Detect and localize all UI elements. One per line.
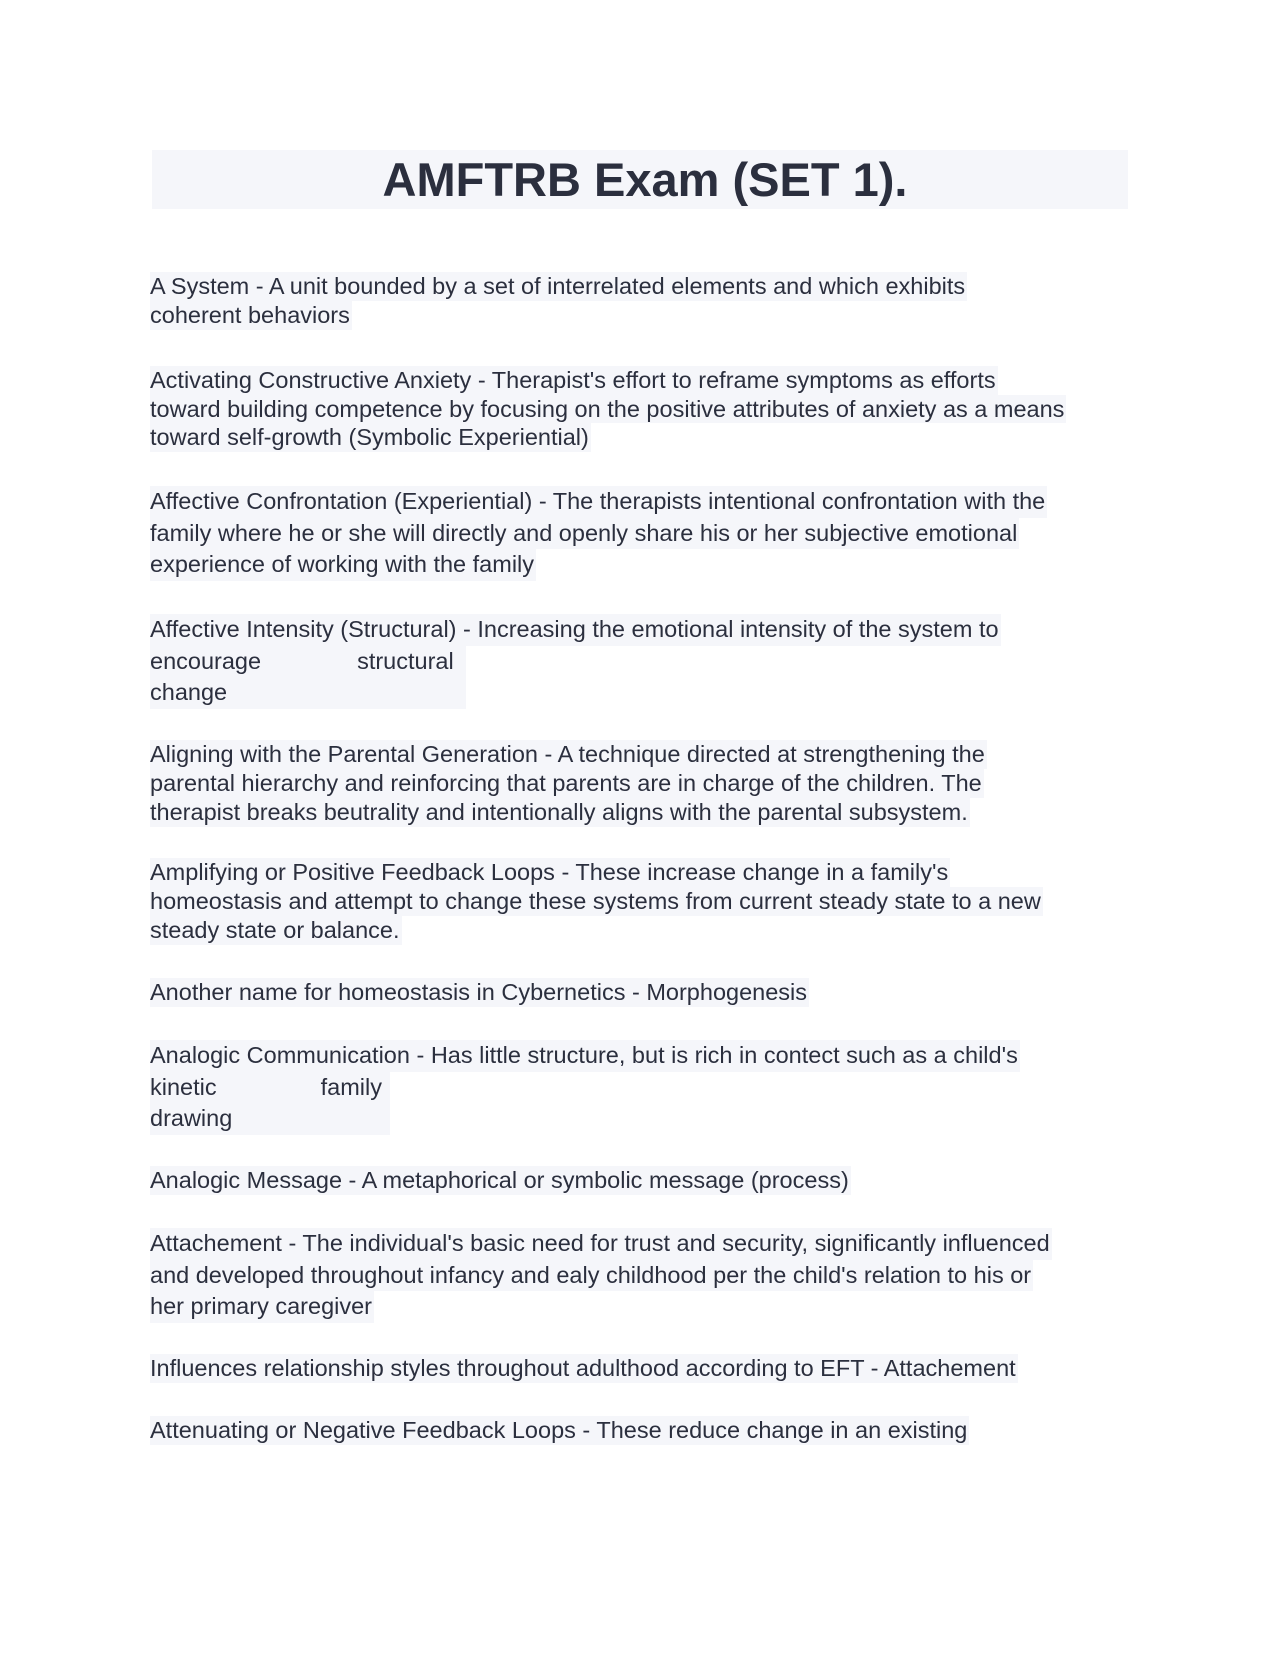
entry-text-line: and developed throughout infancy and ealy childhood per the child's relation to his or: [150, 1260, 1033, 1292]
entry-text-line: Activating Constructive Anxiety - Therapist's effort to reframe symptoms as efforts: [150, 367, 996, 393]
flashcard-entry: [150, 272, 967, 330]
entry-text-line: therapist breaks beutrality and intentionally aligns with the parental subsystem.: [150, 799, 968, 825]
entry-text-word: kinetic: [150, 1073, 217, 1100]
entry-text-word: encourage: [150, 647, 262, 674]
entry-text-line: Attachement - The individual's basic need for trust and security, significantly influenced: [150, 1228, 1052, 1260]
flashcard-entry: [150, 1166, 851, 1195]
page-title: AMFTRB Exam (SET 1).: [382, 153, 908, 206]
entry-text-word: structural: [357, 647, 454, 674]
entry-text-line: Attenuating or Negative Feedback Loops - These reduce change in an existing: [150, 1417, 968, 1443]
entry-text-line: toward building competence by focusing on the positive attributes of anxiety as a means: [150, 395, 1065, 422]
flashcard-entry: [150, 978, 809, 1007]
entry-text-line: Aligning with the Parental Generation - A technique directed at strengthening the: [150, 741, 985, 767]
flashcard-entry: [150, 1040, 1020, 1135]
flashcard-entry: [150, 614, 1001, 709]
entry-text-line: Affective Intensity (Structural) - Increasing the emotional intensity of the system to: [150, 614, 1001, 646]
entry-text-line: her primary caregiver: [150, 1291, 374, 1323]
entry-text-line: experience of working with the family: [150, 549, 536, 581]
entry-text-line: family where he or she will directly and openly share his or her subjective emotional: [150, 518, 1019, 550]
entry-text-line: coherent behaviors: [150, 302, 350, 328]
entry-text-line: drawing: [150, 1103, 390, 1135]
flashcard-entry: [150, 740, 987, 827]
flashcard-entry: [150, 1228, 1052, 1323]
entry-text-line: Analogic Communication - Has little structure, but is rich in contect such as a child's: [150, 1040, 1020, 1072]
flashcard-entry: [150, 1354, 1018, 1383]
flashcard-entry: [150, 1416, 969, 1445]
entry-text-line: Another name for homeostasis in Cybernetics - Morphogenesis: [150, 979, 808, 1005]
entry-text-line: Influences relationship styles throughout adulthood according to EFT - Attachement: [150, 1355, 1016, 1381]
flashcard-entry: [150, 486, 1047, 581]
flashcard-entry: [150, 858, 1043, 945]
entry-text-line: parental hierarchy and reinforcing that parents are in charge of the children. The: [150, 770, 982, 796]
entry-text-line: Amplifying or Positive Feedback Loops - These increase change in a family's: [150, 859, 949, 885]
entry-text-line: Affective Confrontation (Experiential) - The therapists intentional confrontation with the: [150, 486, 1047, 518]
entry-text-line: homeostasis and attempt to change these systems from current steady state to a new: [150, 888, 1041, 914]
entry-text-line: change: [150, 677, 466, 709]
entry-text-line: steady state or balance.: [150, 917, 400, 943]
entry-text-line: toward self-growth (Symbolic Experiential): [150, 424, 589, 450]
flashcard-entry: [150, 366, 1066, 452]
entry-text-word: family: [320, 1073, 382, 1100]
entry-text-line: Analogic Message - A metaphorical or symbolic message (process): [150, 1167, 849, 1193]
entry-text-line: A System - A unit bounded by a set of interrelated elements and which exhibits: [150, 273, 966, 299]
title-banner: [152, 150, 1128, 209]
